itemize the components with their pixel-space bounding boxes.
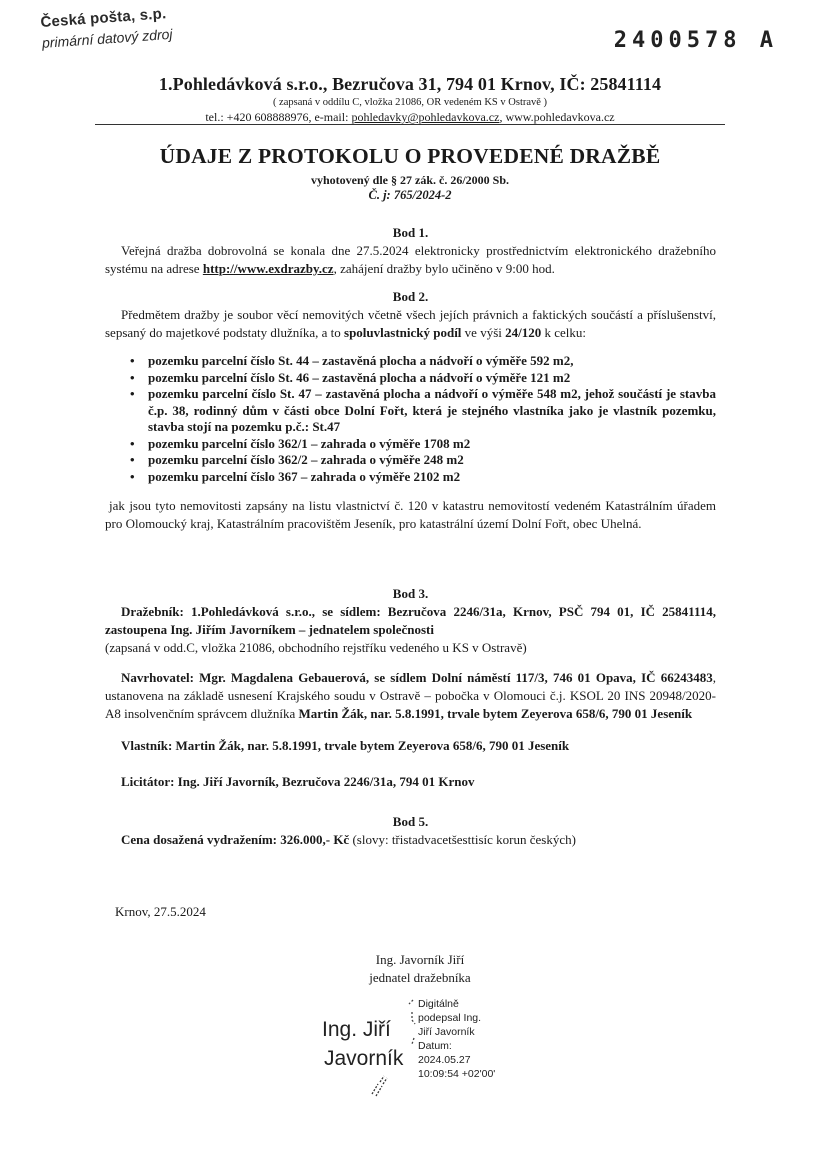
parcel-item: • pozemku parcelní číslo 362/1 – zahrada o výměře 1708 m2 [105, 436, 716, 453]
title-block [100, 144, 720, 203]
signer-block [300, 951, 540, 987]
company-registration: ( zapsaná v oddílu C, vložka 21086, OR vedeném KS v Ostravě ) [272, 97, 548, 108]
auctioneer-registration: (zapsaná v odd.C, vložka 21086, obchodního rejstříku vedeného u KS v Ostravě) [105, 640, 527, 655]
signature-detail-line: Digitálně [418, 998, 459, 1010]
bod-1-heading: Bod 1. [392, 225, 429, 240]
contact-suffix: , www.pohledavkova.cz [499, 110, 615, 124]
bod-2-intro-start: Předmětem dražby je soubor věcí nemovitých včetně všech jejích právnich a faktických součástí a příslušenství, sepsaný do majetkové podstaty dlužníka, a to [105, 307, 716, 340]
postal-stamp [40, 5, 173, 51]
section-bod-1 [105, 224, 716, 278]
bod-5-heading: Bod 5. [392, 814, 429, 829]
signer-name: Ing. Javorník Jiří [375, 952, 465, 967]
place-date: Krnov, 27.5.2024 [115, 904, 206, 919]
signature-detail-line: Datum: [418, 1040, 452, 1052]
email-link[interactable]: pohledavky@pohledavkova.cz [351, 110, 500, 124]
bod-2-heading: Bod 2. [392, 289, 429, 304]
bod-1-text-end: , zahájení dražby bylo učiněno v 9:00 hod. [333, 261, 555, 276]
signature-name-line-1: Ing. Jiří [322, 1018, 391, 1041]
stamp-line-1: Česká pošta, s.p. [40, 5, 167, 31]
parcel-item: • pozemku parcelní číslo St. 46 – zastavěná plocha a nádvoří o výměře 121 m2 [105, 370, 716, 387]
price-value: Cena dosažená vydražením: 326.000,- Kč [121, 832, 350, 847]
bod-2-intro [105, 306, 716, 342]
petitioner-text: , ustanovena na základě usnesení Krajského soudu v Ostravě – pobočka v Olomouci č.j. KSOL 20 INS 20948/2020-A8 insolvenčním správcem dlužníka [105, 670, 716, 721]
signature-detail-line: 2024.05.27 [418, 1054, 471, 1066]
parcel-list [105, 353, 716, 485]
reference-number: Č. j: 765/2024-2 [368, 188, 452, 202]
auction-url-link[interactable]: http://www.exdrazby.cz [202, 261, 334, 276]
owner-info: Vlastník: Martin Žák, nar. 5.8.1991, trvale bytem Zeyerova 658/6, 790 01 Jeseník [121, 738, 570, 753]
auction-price [105, 831, 716, 849]
company-contact [100, 110, 720, 125]
section-bod-5 [105, 813, 716, 849]
bod-2-intro-end: k celku: [541, 325, 587, 340]
share-ratio: 24/120 [505, 325, 542, 340]
bod-1-text-start: Veřejná dražba dobrovolná se konala dne 27.5.2024 elektronicky prostřednictvím elektronického dražebního systému na adrese [105, 243, 716, 276]
company-line: 1.Pohledávková s.r.o., Bezručova 31, 794 01 Krnov, IČ: 25841114 [158, 74, 662, 94]
signer-role: jednatel dražebníka [369, 970, 471, 985]
signature-scribble-icon [368, 1072, 390, 1098]
parcel-item: • pozemku parcelní číslo St. 44 – zastavěná plocha a nádvoří o výměře 592 m2, [105, 353, 716, 370]
digital-signature-name [322, 1015, 403, 1073]
contact-prefix: tel.: +420 608888976, e-mail: [205, 110, 352, 124]
auctioneer-info: Dražebník: 1.Pohledávková s.r.o., se sídlem: Bezručova 2246/31a, Krnov, PSČ 794 01, IČ 25841114, zastoupena Ing. Jiřím Javorníkem – jednatelem společnosti [105, 604, 716, 637]
bod-1-text [105, 242, 716, 278]
parcel-item: • pozemku parcelní číslo 367 – zahrada o výměře 2102 m2 [105, 469, 716, 486]
letterhead [100, 74, 720, 125]
share-type: spoluvlastnický podíl [344, 325, 462, 340]
letterhead-divider [95, 124, 725, 125]
signature-detail-line: podepsal Ing. [418, 1012, 482, 1024]
section-bod-2 [105, 288, 716, 533]
debtor-info: Martin Žák, nar. 5.8.1991, trvale bytem Zeyerova 658/6, 790 01 Jeseník [298, 706, 693, 721]
auctioneer-person: Licitátor: Ing. Jiří Javorník, Bezručova 2246/31a, 794 01 Krnov [121, 774, 475, 789]
petitioner-name: Navrhovatel: Mgr. Magdalena Gebauerová, se sídlem Dolní náměstí 117/3, 746 01 Opava, IČ 66243483 [121, 670, 713, 685]
price-words: (slovy: třistadvacetšesttisíc korun českých) [349, 832, 576, 847]
bod-2-intro-mid: ve výši [461, 325, 506, 340]
signature-detail-line: Jiří Javorník [418, 1026, 475, 1038]
document-number: 2400578 A [613, 28, 778, 53]
document-subtitle: vyhotovený dle § 27 zák. č. 26/2000 Sb. [310, 173, 509, 187]
signature-name-line-2: Javorník [324, 1047, 404, 1070]
petitioner-info [105, 669, 716, 723]
document-title: ÚDAJE Z PROTOKOLU O PROVEDENÉ DRAŽBĚ [159, 144, 661, 168]
digital-signature-details [418, 997, 495, 1081]
signature-detail-line: 10:09:54 +02'00' [418, 1068, 496, 1080]
parcel-item: • pozemku parcelní číslo St. 47 – zastavěná plocha a nádvoří o výměře 548 m2, jehož součástí je stavba č.p. 38, rodinný dům v části obce Dolní Fořt, která je stejného vlastníka jako je vlastník pozemku, stavba stojí na pozemku p.č.: St.47 [105, 386, 716, 436]
bod-2-closing: jak jsou tyto nemovitosti zapsány na listu vlastnictví č. 120 v katastru nemovitostí vedeném Katastrálním úřadem pro Olomoucký kraj, Katastrálním pracovištěm Jeseník, pro katastrální území Dolní Fořt, obec Uhelná. [105, 498, 716, 531]
bod-3-heading: Bod 3. [392, 586, 429, 601]
parcel-item: • pozemku parcelní číslo 362/2 – zahrada o výměře 248 m2 [105, 452, 716, 469]
stamp-line-2: primární datový zdroj [41, 25, 173, 51]
section-bod-3 [105, 585, 716, 791]
